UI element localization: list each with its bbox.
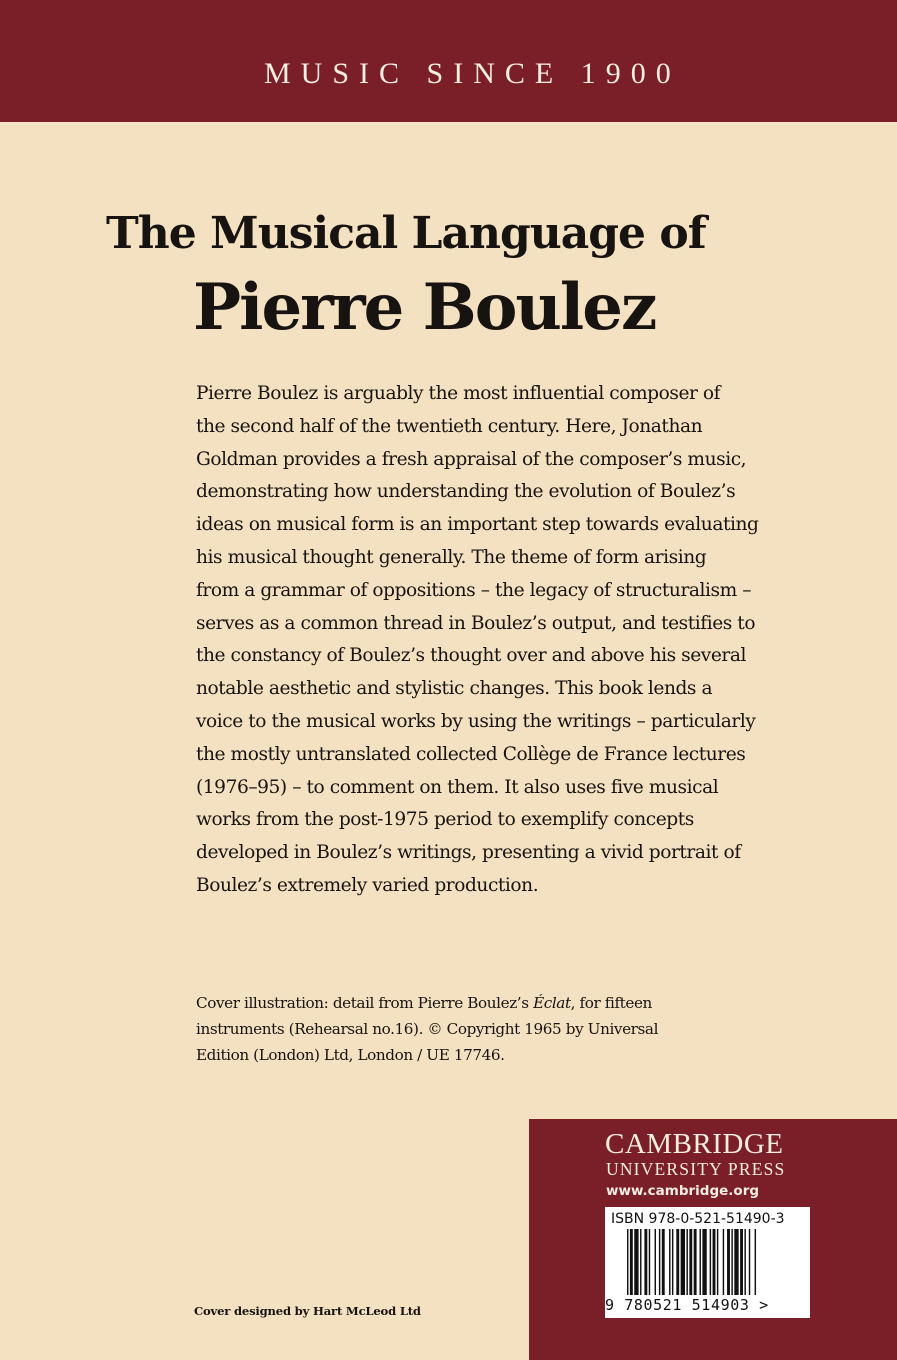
blurb-line: developed in Boulez’s writings, presenting a vivid portrait of xyxy=(196,842,741,864)
barcode-bar xyxy=(649,1229,650,1295)
barcode xyxy=(605,1207,810,1318)
barcode-bar xyxy=(717,1229,718,1295)
publisher-subtitle: UNIVERSITY PRESS xyxy=(606,1159,786,1179)
barcode-bar xyxy=(702,1229,706,1295)
barcode-bar xyxy=(676,1229,679,1295)
barcode-bar xyxy=(686,1229,687,1295)
barcode-bar xyxy=(640,1229,641,1295)
barcode-bar xyxy=(659,1229,660,1295)
blurb-line: the second half of the twentieth century. Here, Jonathan xyxy=(196,415,703,437)
barcode-digits: 9 780521 514903 > xyxy=(605,1296,769,1314)
blurb-line: from a grammar of oppositions – the legacy of structuralism – xyxy=(196,579,752,601)
blurb-line: Goldman provides a fresh appraisal of the composer’s music, xyxy=(196,448,747,470)
barcode-bar xyxy=(681,1229,685,1295)
barcode-bar xyxy=(749,1229,750,1295)
barcode-bar xyxy=(740,1229,743,1295)
credit-work-title: Éclat xyxy=(533,994,571,1012)
blurb-line: the mostly untranslated collected Collège de France lectures xyxy=(196,743,746,765)
barcode-bar xyxy=(731,1229,732,1295)
blurb-line: the constancy of Boulez’s thought over and above his several xyxy=(196,645,746,667)
credit-text: Cover illustration: detail from Pierre Boulez’s xyxy=(196,994,534,1012)
blurb-line: his musical thought generally. The theme of form arising xyxy=(196,546,707,568)
barcode-bar xyxy=(710,1229,711,1295)
book-title-line-2: Pierre Boulez xyxy=(193,270,656,345)
blurb-line: Pierre Boulez is arguably the most influential composer of xyxy=(196,383,721,404)
barcode-bar xyxy=(672,1229,673,1295)
blurb-line: ideas on musical form is an important step towards evaluating xyxy=(196,514,759,536)
barcode-bars xyxy=(627,1229,795,1295)
book-title-line-1: The Musical Language of xyxy=(106,208,706,259)
blurb-line: (1976–95) – to comment on them. It also uses five musical xyxy=(196,776,719,798)
isbn-label: ISBN 978-0-521-51490-3 xyxy=(611,1211,785,1227)
blurb-line: voice to the musical works by using the writings – particularly xyxy=(196,710,756,732)
barcode-bar xyxy=(755,1229,756,1295)
blurb-line: notable aesthetic and stylistic changes. This book lends a xyxy=(196,678,713,700)
barcode-bar xyxy=(634,1229,638,1295)
barcode-bar xyxy=(744,1229,745,1295)
publisher-name: CAMBRIDGE xyxy=(605,1128,784,1160)
blurb-line: works from the post-1975 period to exemplify concepts xyxy=(196,809,694,831)
book-blurb xyxy=(196,378,776,903)
barcode-bar xyxy=(694,1229,697,1295)
publisher-url: www.cambridge.org xyxy=(606,1183,760,1199)
credit-line-2: instruments (Rehearsal no.16). © Copyright 1965 by Universal xyxy=(196,1020,659,1038)
barcode-bar xyxy=(713,1229,716,1295)
barcode-bar xyxy=(700,1229,701,1295)
credit-text: , for fifteen xyxy=(570,994,652,1012)
barcode-bar xyxy=(655,1229,656,1295)
barcode-bar xyxy=(689,1229,692,1295)
credit-line-3: Edition (London) Ltd, London / UE 17746. xyxy=(196,1046,505,1064)
barcode-bar xyxy=(662,1229,665,1295)
barcode-bar xyxy=(669,1229,670,1295)
series-title: MUSIC SINCE 1900 xyxy=(264,57,681,90)
barcode-bar xyxy=(727,1229,730,1295)
barcode-bar xyxy=(723,1229,724,1295)
blurb-line: demonstrating how understanding the evolution of Boulez’s xyxy=(196,481,736,503)
cover-illustration-credit xyxy=(196,990,716,1068)
barcode-bar xyxy=(627,1229,628,1295)
blurb-line: Boulez’s extremely varied production. xyxy=(196,874,539,896)
barcode-bar xyxy=(630,1229,633,1295)
barcode-bar xyxy=(644,1229,647,1295)
cover-designer-credit: Cover designed by Hart McLeod Ltd xyxy=(194,1304,421,1318)
credit-line-1 xyxy=(196,990,716,1016)
blurb-line: serves as a common thread in Boulez’s output, and testifies to xyxy=(196,612,756,634)
barcode-bar xyxy=(734,1229,738,1295)
